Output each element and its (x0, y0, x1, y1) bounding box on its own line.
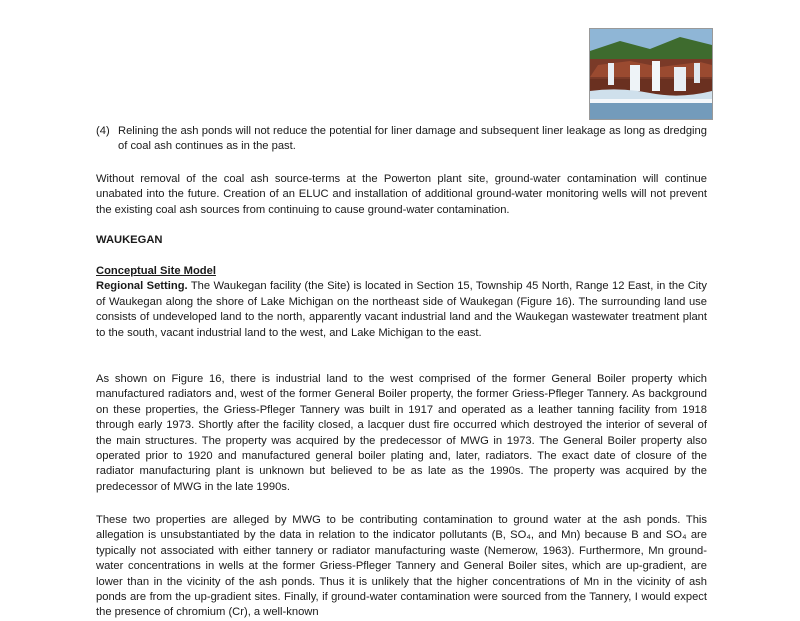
powerton-paragraph: Without removal of the coal ash source-terms at the Powerton plant site, ground-water contamination will continue unabated into the future. Creation of an ELUC and installation of additional ground-water monitoring wells will not prevent the existing coal ash sources from continuing to cause ground-water contamination. (96, 173, 707, 216)
figure16-paragraph-block (96, 372, 707, 495)
list-item (96, 124, 707, 155)
list-item-text: Relining the ash ponds will not reduce the potential for liner damage and subsequent liner leakage as long as dredging of coal ash continues as in the past. (118, 125, 707, 153)
regional-setting-paragraph (96, 279, 707, 341)
figure16-paragraph: As shown on Figure 16, there is industrial land to the west comprised of the former General Boiler property which manufactured radiators and, west of the former General Boiler property, the former Griess-Pfleger Tannery. As background on these properties, the Griess-Pfleger Tannery was built in 1917 and operated as a leather tanning facility from 1918 through early 1973. Shortly after the facility closed, a lacquer dust fire occurred which destroyed the interior of several of the main structures. The property was acquired by the predecessor of MWG in 1973. The General Boiler property also operated prior to 1920 and manufactured general boiler plating and, later, radiators. The exact date of closure of the radiator manufacturing plant is unknown but believed to be as late as the 1990s. The property was acquired by the predecessor of MWG in the late 1990s. (96, 373, 707, 493)
regional-setting-text: The Waukegan facility (the Site) is located in Section 15, Township 45 North, Range 12 East, in the City of Waukegan along the shore of Lake Michigan on the northeast side of Waukegan (Figure 16). The surrounding land use consists of undeveloped land to the north, apparently vacant industrial land and the Waukegan wastewater treatment plant to the south, vacant industrial land to the west, and Lake Michigan to the east. (96, 280, 707, 339)
section-heading: WAUKEGAN (96, 234, 163, 246)
waterfall-image (590, 29, 712, 119)
subsection-block (96, 264, 707, 341)
subsection-heading: Conceptual Site Model (96, 265, 216, 277)
list-item-number: (4) (96, 125, 110, 137)
waterfall-photo (589, 28, 713, 120)
regional-setting-label: Regional Setting. (96, 280, 188, 293)
properties-paragraph: These two properties are alleged by MWG to be contributing contamination to ground water at the ash ponds. This allegation is unsubstantiated by the data in relation to the indicator pollutants (B, SO₄, and Mn) because B and SO₄ are typically not associated with either tannery or radiator manufacturing waste (Nemerow, 1963). Furthermore, Mn ground-water concentrations in wells at the former Griess-Pfleger Tannery and General Boiler sites, which are up-gradient, are lower than in the vicinity of the ash ponds. Thus it is unlikely that the higher concentrations of Mn in the vicinity of ash ponds are from the up-gradient sites. Finally, if ground-water contamination were sourced from the Tannery, I would expect the presence of chromium (Cr), a well-known (96, 514, 707, 619)
properties-paragraph-block (96, 513, 707, 621)
powerton-paragraph-block (96, 172, 707, 218)
section-heading-block (96, 233, 707, 248)
